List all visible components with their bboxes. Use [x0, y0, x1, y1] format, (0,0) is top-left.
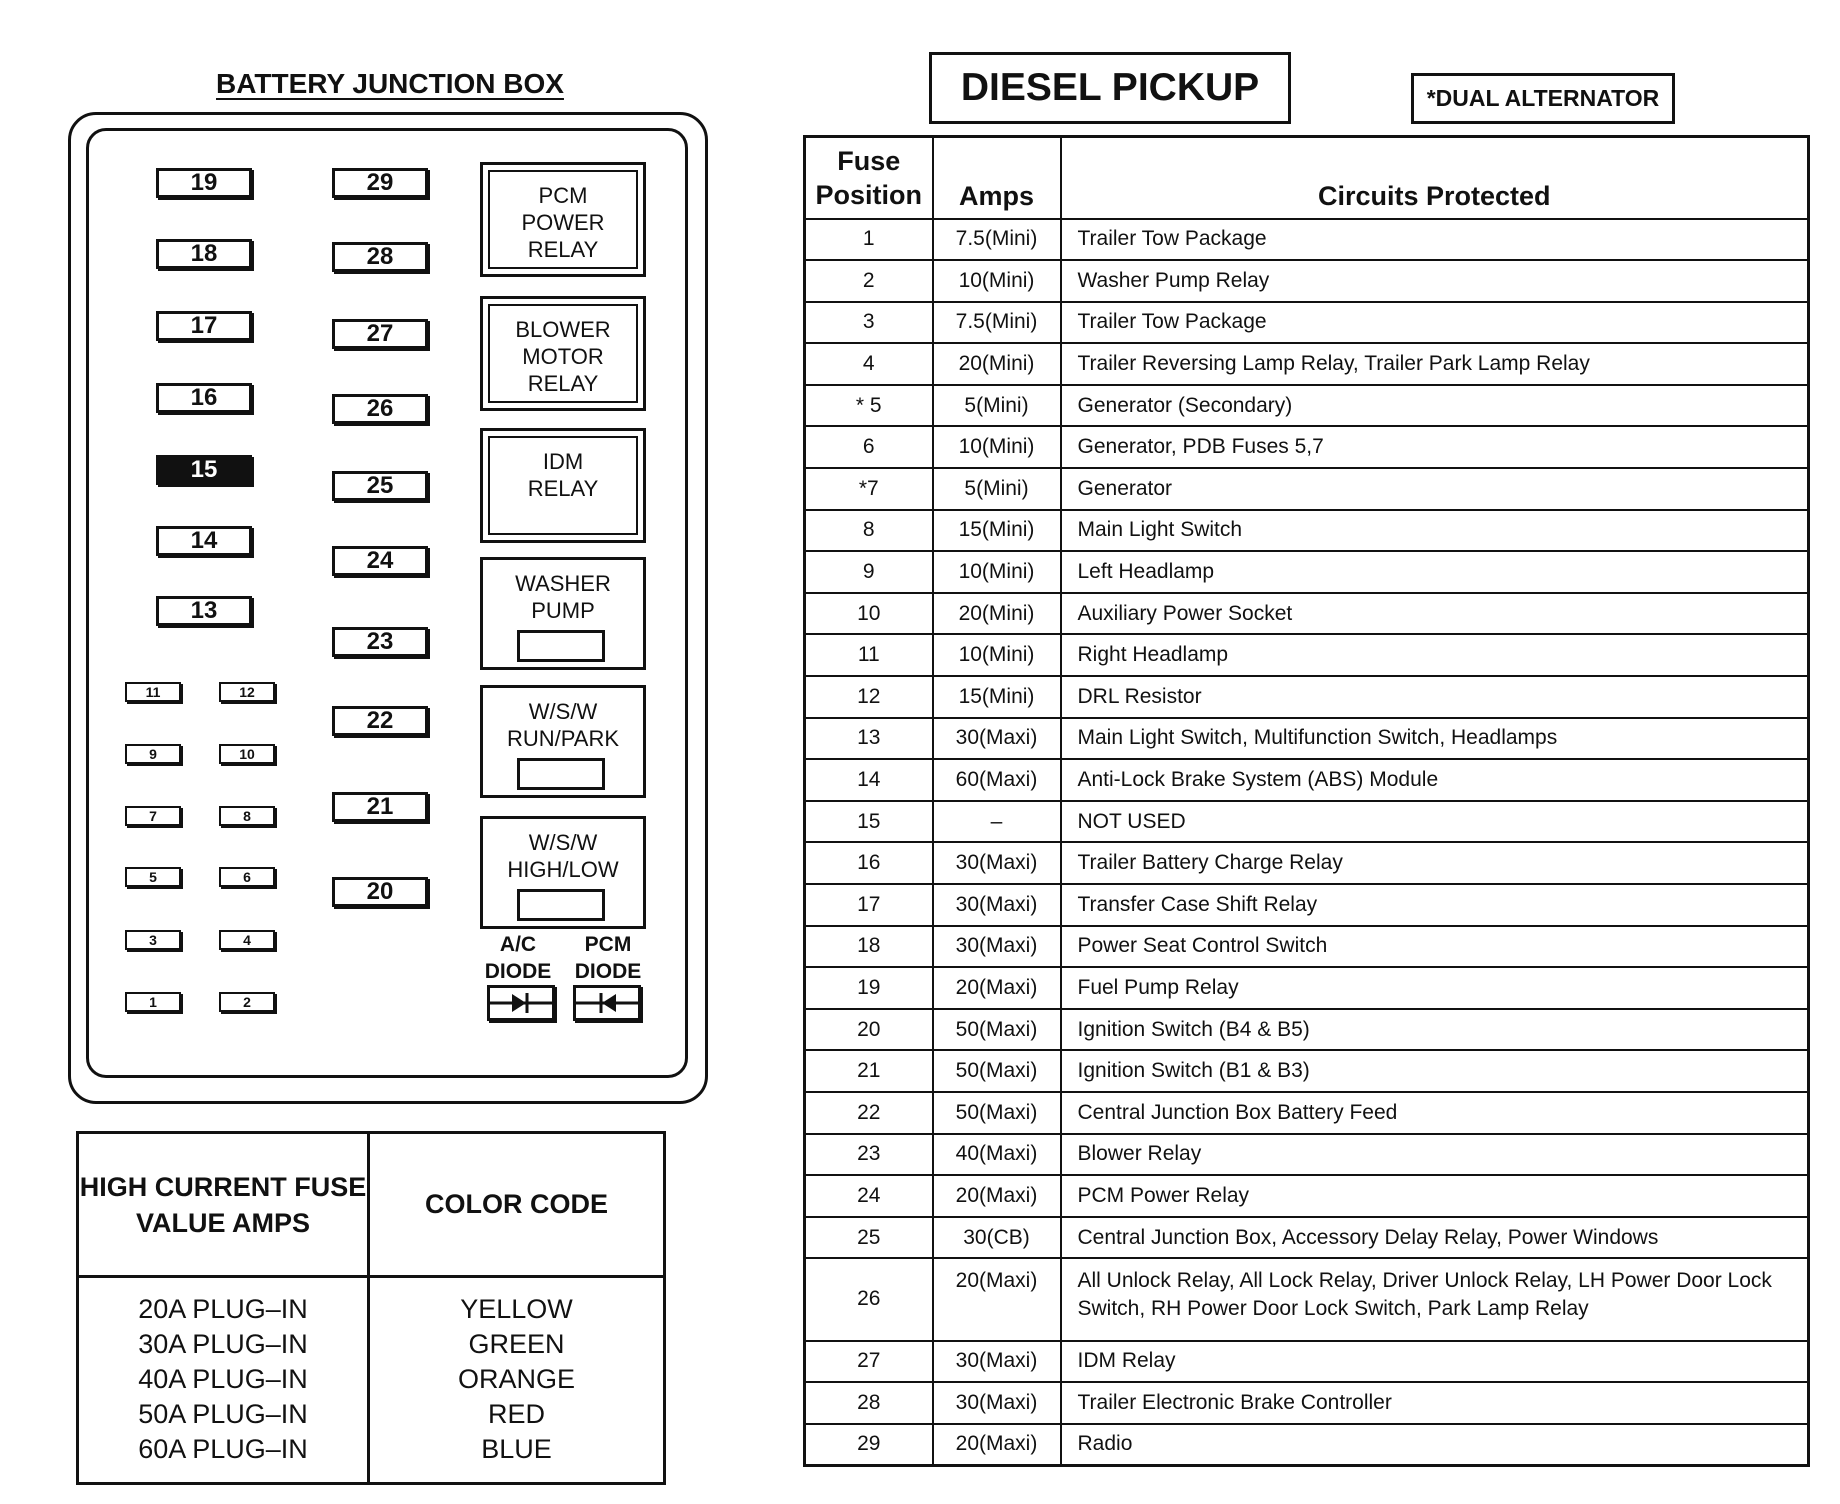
fuse-color-code-table — [76, 1131, 666, 1485]
table-row — [805, 759, 1809, 801]
mini-fuse-10: 10 — [219, 744, 275, 764]
fuse-position-cell: 17 — [805, 884, 933, 926]
diode-label-line: DIODE — [484, 960, 552, 983]
circuit-cell: Radio — [1061, 1424, 1809, 1466]
fuse-20: 20 — [332, 877, 428, 907]
table-row — [805, 510, 1809, 552]
blower-motor-relay — [480, 296, 646, 411]
wsw-run-park — [480, 685, 646, 798]
fuse-position-cell: 21 — [805, 1050, 933, 1092]
table-row — [805, 343, 1809, 385]
mini-fuse-4: 4 — [219, 930, 275, 950]
table-row — [805, 676, 1809, 718]
fuse-position-cell: 14 — [805, 759, 933, 801]
fuse-22: 22 — [332, 706, 428, 736]
fuse-27: 27 — [332, 319, 428, 349]
amps-cell: 5(Mini) — [933, 385, 1061, 427]
circuit-cell: NOT USED — [1061, 801, 1809, 843]
fuse-position-cell: 24 — [805, 1175, 933, 1217]
fuse-position-cell: * 5 — [805, 385, 933, 427]
color-item: ORANGE — [457, 1364, 576, 1394]
table-row — [805, 551, 1809, 593]
table-row — [805, 385, 1809, 427]
fuse-position-cell: 25 — [805, 1217, 933, 1259]
amps-cell: 30(Maxi) — [933, 718, 1061, 760]
component-label-line: WASHER — [515, 571, 611, 596]
component-label-line: HIGH/LOW — [507, 857, 619, 882]
circuit-cell: Ignition Switch (B4 & B5) — [1061, 1009, 1809, 1051]
amps-cell: 20(Maxi) — [933, 1258, 1061, 1340]
circuit-cell: Trailer Tow Package — [1061, 302, 1809, 344]
table-row — [805, 884, 1809, 926]
fuse-position-cell: 6 — [805, 426, 933, 468]
fuse-value-item: 50A PLUG–IN — [138, 1399, 308, 1429]
fuse-position-cell: 23 — [805, 1134, 933, 1176]
table-row — [805, 801, 1809, 843]
relay-label-line: MOTOR — [522, 344, 604, 369]
component-label-line: W/S/W — [528, 699, 598, 724]
color-item: GREEN — [468, 1329, 565, 1359]
washer-pump-slot — [517, 630, 605, 662]
fuse-26: 26 — [332, 394, 428, 424]
amps-cell: 20(Mini) — [933, 343, 1061, 385]
table-row — [805, 1175, 1809, 1217]
color-list — [370, 1278, 663, 1482]
fuse-position-cell: 18 — [805, 926, 933, 968]
amps-cell: 7.5(Mini) — [933, 302, 1061, 344]
amps-cell: 30(Maxi) — [933, 884, 1061, 926]
circuit-cell: Generator (Secondary) — [1061, 385, 1809, 427]
amps-cell: 30(Maxi) — [933, 1341, 1061, 1383]
diode-reverse-icon — [576, 988, 638, 1018]
circuit-cell: Left Headlamp — [1061, 551, 1809, 593]
table-row — [805, 1258, 1809, 1340]
mini-fuse-8: 8 — [219, 806, 275, 826]
fuse-14: 14 — [156, 526, 252, 556]
relay-label-line: RELAY — [527, 371, 599, 396]
header-fuse-value: HIGH CURRENT FUSE VALUE AMPS — [79, 1134, 370, 1278]
circuit-cell: Central Junction Box, Accessory Delay Relay, Power Windows — [1061, 1217, 1809, 1259]
fuse-17: 17 — [156, 311, 252, 341]
color-item: YELLOW — [460, 1294, 573, 1324]
component-label-line: PUMP — [531, 598, 595, 623]
circuit-cell: Anti-Lock Brake System (ABS) Module — [1061, 759, 1809, 801]
amps-cell: – — [933, 801, 1061, 843]
amps-cell: 15(Mini) — [933, 676, 1061, 718]
fuse-13: 13 — [156, 596, 252, 626]
fuse-28: 28 — [332, 242, 428, 272]
table-row — [805, 593, 1809, 635]
fuse-position-cell: 16 — [805, 842, 933, 884]
dual-alternator-note: *DUAL ALTERNATOR — [1411, 73, 1675, 124]
circuit-cell: Ignition Switch (B1 & B3) — [1061, 1050, 1809, 1092]
circuit-cell: Trailer Tow Package — [1061, 219, 1809, 261]
relay-label-line: RELAY — [527, 237, 599, 262]
table-row — [805, 1050, 1809, 1092]
color-item: RED — [487, 1399, 545, 1429]
fuse-position-cell: 29 — [805, 1424, 933, 1466]
mini-fuse-3: 3 — [125, 930, 181, 950]
mini-fuse-9: 9 — [125, 744, 181, 764]
fuse-value-item: 20A PLUG–IN — [138, 1294, 308, 1324]
table-header-row — [805, 137, 1809, 219]
diode-label-line: A/C — [499, 933, 537, 956]
relay-label-line: BLOWER — [515, 317, 611, 342]
diode-forward-icon — [490, 988, 552, 1018]
component-label-line: W/S/W — [528, 830, 598, 855]
circuit-cell: PCM Power Relay — [1061, 1175, 1809, 1217]
pcm-diode — [573, 985, 641, 1021]
circuit-cell: DRL Resistor — [1061, 676, 1809, 718]
amps-cell: 10(Mini) — [933, 634, 1061, 676]
fuse-23: 23 — [332, 627, 428, 657]
circuit-cell: Generator, PDB Fuses 5,7 — [1061, 426, 1809, 468]
amps-cell: 30(Maxi) — [933, 842, 1061, 884]
circuit-cell: Main Light Switch, Multifunction Switch, Headlamps — [1061, 718, 1809, 760]
battery-junction-box-title: BATTERY JUNCTION BOX — [216, 68, 564, 99]
relay-label-line: IDM — [542, 449, 584, 474]
fuse-position-cell: 15 — [805, 801, 933, 843]
wsw-run-park-slot — [517, 758, 605, 790]
diesel-pickup-title: DIESEL PICKUP — [929, 52, 1291, 124]
fuse-value-list — [79, 1278, 370, 1482]
circuit-cell: IDM Relay — [1061, 1341, 1809, 1383]
fuse-21: 21 — [332, 792, 428, 822]
fuse-position-cell: 4 — [805, 343, 933, 385]
fuse-position-cell: 12 — [805, 676, 933, 718]
mini-fuse-1: 1 — [125, 992, 181, 1012]
amps-cell: 50(Maxi) — [933, 1092, 1061, 1134]
fuse-24: 24 — [332, 546, 428, 576]
fuse-position-cell: 3 — [805, 302, 933, 344]
mini-fuse-2: 2 — [219, 992, 275, 1012]
amps-cell: 30(Maxi) — [933, 926, 1061, 968]
fuse-position-cell: 10 — [805, 593, 933, 635]
table-row — [805, 1092, 1809, 1134]
table-row — [805, 967, 1809, 1009]
fuse-position-cell: 13 — [805, 718, 933, 760]
table-row — [805, 426, 1809, 468]
mini-fuse-11: 11 — [125, 682, 181, 702]
circuit-cell: Fuel Pump Relay — [1061, 967, 1809, 1009]
circuit-cell: Right Headlamp — [1061, 634, 1809, 676]
fuse-value-item: 40A PLUG–IN — [138, 1364, 308, 1394]
fuse-assignment-table — [803, 135, 1810, 1467]
mini-fuse-6: 6 — [219, 867, 275, 887]
table-row — [805, 718, 1809, 760]
fuse-16: 16 — [156, 383, 252, 413]
mini-fuse-12: 12 — [219, 682, 275, 702]
header-color-code: COLOR CODE — [370, 1134, 663, 1278]
header-fuse-position: Fuse Position — [805, 137, 933, 219]
table-row — [805, 1341, 1809, 1383]
amps-cell: 30(Maxi) — [933, 1382, 1061, 1424]
mini-fuse-7: 7 — [125, 806, 181, 826]
fuse-position-cell: 22 — [805, 1092, 933, 1134]
amps-cell: 7.5(Mini) — [933, 219, 1061, 261]
fuse-position-cell: 19 — [805, 967, 933, 1009]
amps-cell: 50(Maxi) — [933, 1009, 1061, 1051]
header-amps: Amps — [933, 137, 1061, 219]
amps-cell: 20(Maxi) — [933, 1424, 1061, 1466]
table-row — [805, 260, 1809, 302]
circuit-cell: Trailer Electronic Brake Controller — [1061, 1382, 1809, 1424]
circuit-cell: Transfer Case Shift Relay — [1061, 884, 1809, 926]
ac-diode — [487, 985, 555, 1021]
amps-cell: 10(Mini) — [933, 426, 1061, 468]
diode-label-line: DIODE — [574, 960, 642, 983]
circuit-cell: Washer Pump Relay — [1061, 260, 1809, 302]
fuse-position-cell: 2 — [805, 260, 933, 302]
relay-label-line: RELAY — [527, 476, 599, 501]
amps-cell: 50(Maxi) — [933, 1050, 1061, 1092]
fuse-position-cell: *7 — [805, 468, 933, 510]
fuse-value-item: 30A PLUG–IN — [138, 1329, 308, 1359]
amps-cell: 5(Mini) — [933, 468, 1061, 510]
amps-cell: 10(Mini) — [933, 551, 1061, 593]
diode-label-line: PCM — [584, 933, 632, 956]
circuit-cell: Main Light Switch — [1061, 510, 1809, 552]
table-row — [805, 1382, 1809, 1424]
circuit-cell: Blower Relay — [1061, 1134, 1809, 1176]
fuse-15: 15 — [156, 455, 252, 485]
circuit-cell: Central Junction Box Battery Feed — [1061, 1092, 1809, 1134]
component-label-line: RUN/PARK — [506, 726, 620, 751]
table-row — [805, 926, 1809, 968]
table-row — [805, 219, 1809, 261]
fuse-position-cell: 8 — [805, 510, 933, 552]
table-row — [805, 1009, 1809, 1051]
amps-cell: 30(CB) — [933, 1217, 1061, 1259]
wsw-high-low-slot — [517, 889, 605, 921]
fuse-18: 18 — [156, 239, 252, 269]
fuse-position-cell: 28 — [805, 1382, 933, 1424]
fuse-29: 29 — [332, 168, 428, 198]
color-item: BLUE — [481, 1434, 552, 1464]
table-row — [805, 1217, 1809, 1259]
fuse-position-cell: 26 — [805, 1258, 933, 1340]
circuit-cell: Auxiliary Power Socket — [1061, 593, 1809, 635]
amps-cell: 10(Mini) — [933, 260, 1061, 302]
ac-diode-label — [480, 931, 556, 985]
relay-label-line: PCM — [538, 183, 588, 208]
table-row — [805, 842, 1809, 884]
fuse-position-cell: 27 — [805, 1341, 933, 1383]
table-row — [805, 468, 1809, 510]
circuit-cell: Trailer Battery Charge Relay — [1061, 842, 1809, 884]
pcm-diode-label — [568, 931, 648, 985]
fuse-value-item: 60A PLUG–IN — [138, 1434, 308, 1464]
wsw-high-low — [480, 816, 646, 929]
washer-pump — [480, 557, 646, 670]
fuse-position-cell: 9 — [805, 551, 933, 593]
fuse-position-cell: 1 — [805, 219, 933, 261]
amps-cell: 20(Mini) — [933, 593, 1061, 635]
table-row — [805, 1424, 1809, 1466]
header-circuits-protected: Circuits Protected — [1061, 137, 1809, 219]
pcm-power-relay — [480, 162, 646, 277]
fuse-position-cell: 11 — [805, 634, 933, 676]
circuit-cell: Power Seat Control Switch — [1061, 926, 1809, 968]
amps-cell: 20(Maxi) — [933, 1175, 1061, 1217]
amps-cell: 20(Maxi) — [933, 967, 1061, 1009]
circuit-cell: Trailer Reversing Lamp Relay, Trailer Park Lamp Relay — [1061, 343, 1809, 385]
table-row — [805, 1134, 1809, 1176]
circuit-cell: All Unlock Relay, All Lock Relay, Driver Unlock Relay, LH Power Door Lock Switch, RH Power Door Lock Switch, Park Lamp Relay — [1061, 1258, 1809, 1340]
relay-label-line: POWER — [521, 210, 605, 235]
mini-fuse-5: 5 — [125, 867, 181, 887]
circuit-cell: Generator — [1061, 468, 1809, 510]
amps-cell: 60(Maxi) — [933, 759, 1061, 801]
table-row — [805, 634, 1809, 676]
fuse-table-body — [805, 219, 1809, 1466]
idm-relay — [480, 428, 646, 543]
amps-cell: 40(Maxi) — [933, 1134, 1061, 1176]
table-row — [805, 302, 1809, 344]
fuse-19: 19 — [156, 168, 252, 198]
fuse-position-cell: 20 — [805, 1009, 933, 1051]
fuse-25: 25 — [332, 471, 428, 501]
amps-cell: 15(Mini) — [933, 510, 1061, 552]
